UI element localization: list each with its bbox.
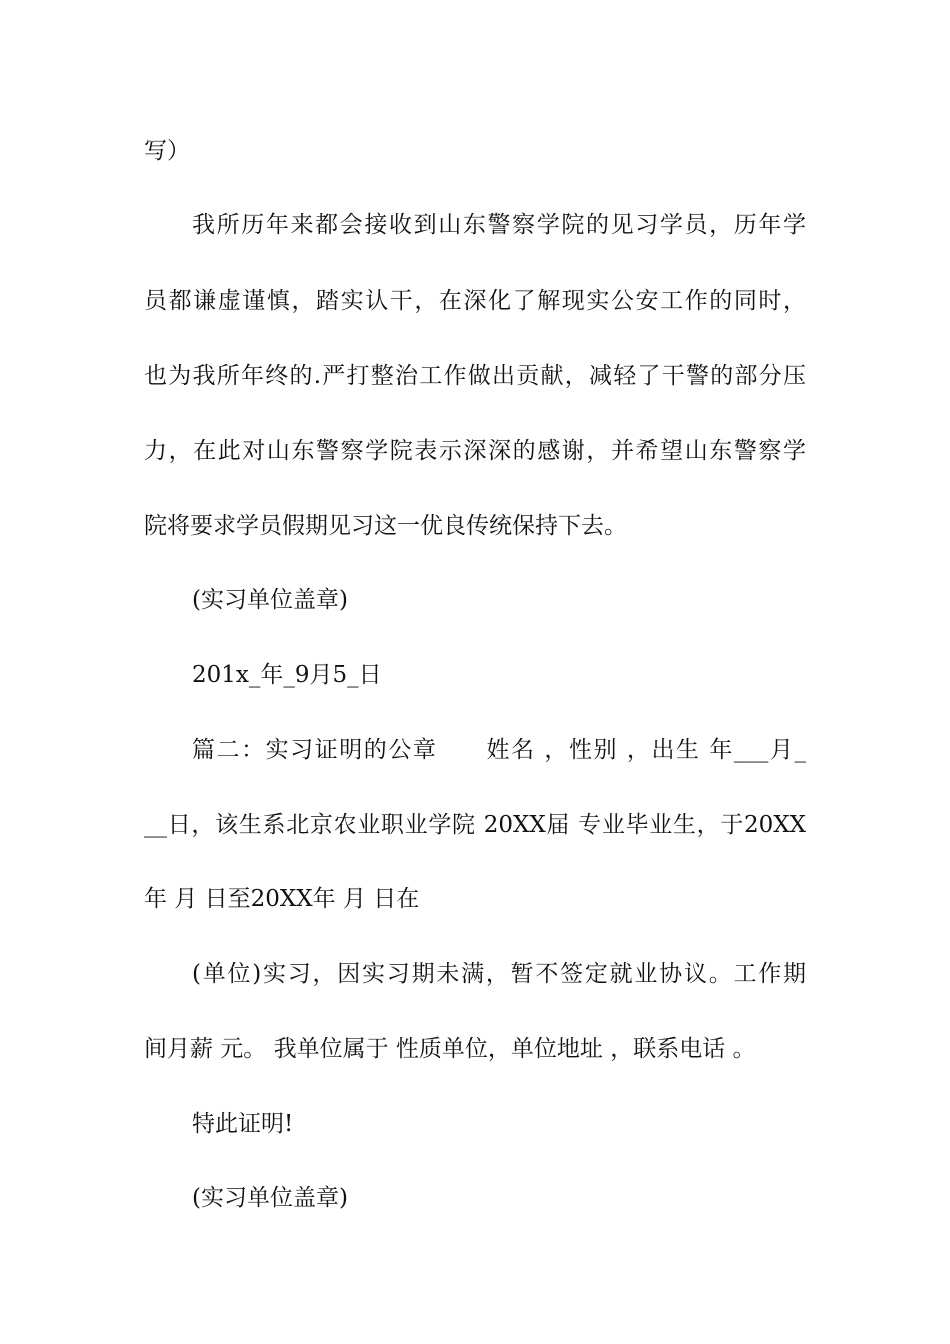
text-line-4: 也为我所年终的.严打整治工作做出贡献，减轻了干警的部分压	[144, 363, 806, 389]
closing-line: 特此证明!	[192, 1111, 294, 1137]
text-line-7: (实习单位盖章)	[192, 587, 348, 613]
text-line-13: 间月薪 元。 我单位属于 性质单位，单位地址 ，联系电话 。	[144, 1036, 756, 1062]
text-line-10: __日，该生系北京农业职业学院 20XX届 专业毕业生，于20XX	[144, 812, 806, 838]
text-line-6: 院将要求学员假期见习这一优良传统保持下去。	[144, 513, 627, 539]
text-line-5: 力，在此对山东警察学院表示深深的感谢，并希望山东警察学	[144, 438, 806, 464]
text-line-3: 员都谦虚谨慎，踏实认干，在深化了解现实公安工作的同时，	[144, 288, 806, 314]
text-line-12: (单位)实习，因实习期未满，暂不签定就业协议。工作期	[192, 961, 806, 987]
text-line-2: 我所历年来都会接收到山东警察学院的见习学员，历年学	[192, 212, 806, 238]
seal-line: (实习单位盖章)	[192, 1185, 348, 1211]
text-line-1: 写）	[144, 138, 190, 164]
date-line: 201x_年_9月5_日	[192, 662, 382, 688]
text-line-11: 年 月 日至20XX年 月 日在	[144, 886, 420, 912]
section-two-heading-line: 篇二：实习证明的公章 姓名 ，性别 ，出生 年___月_	[192, 737, 806, 763]
